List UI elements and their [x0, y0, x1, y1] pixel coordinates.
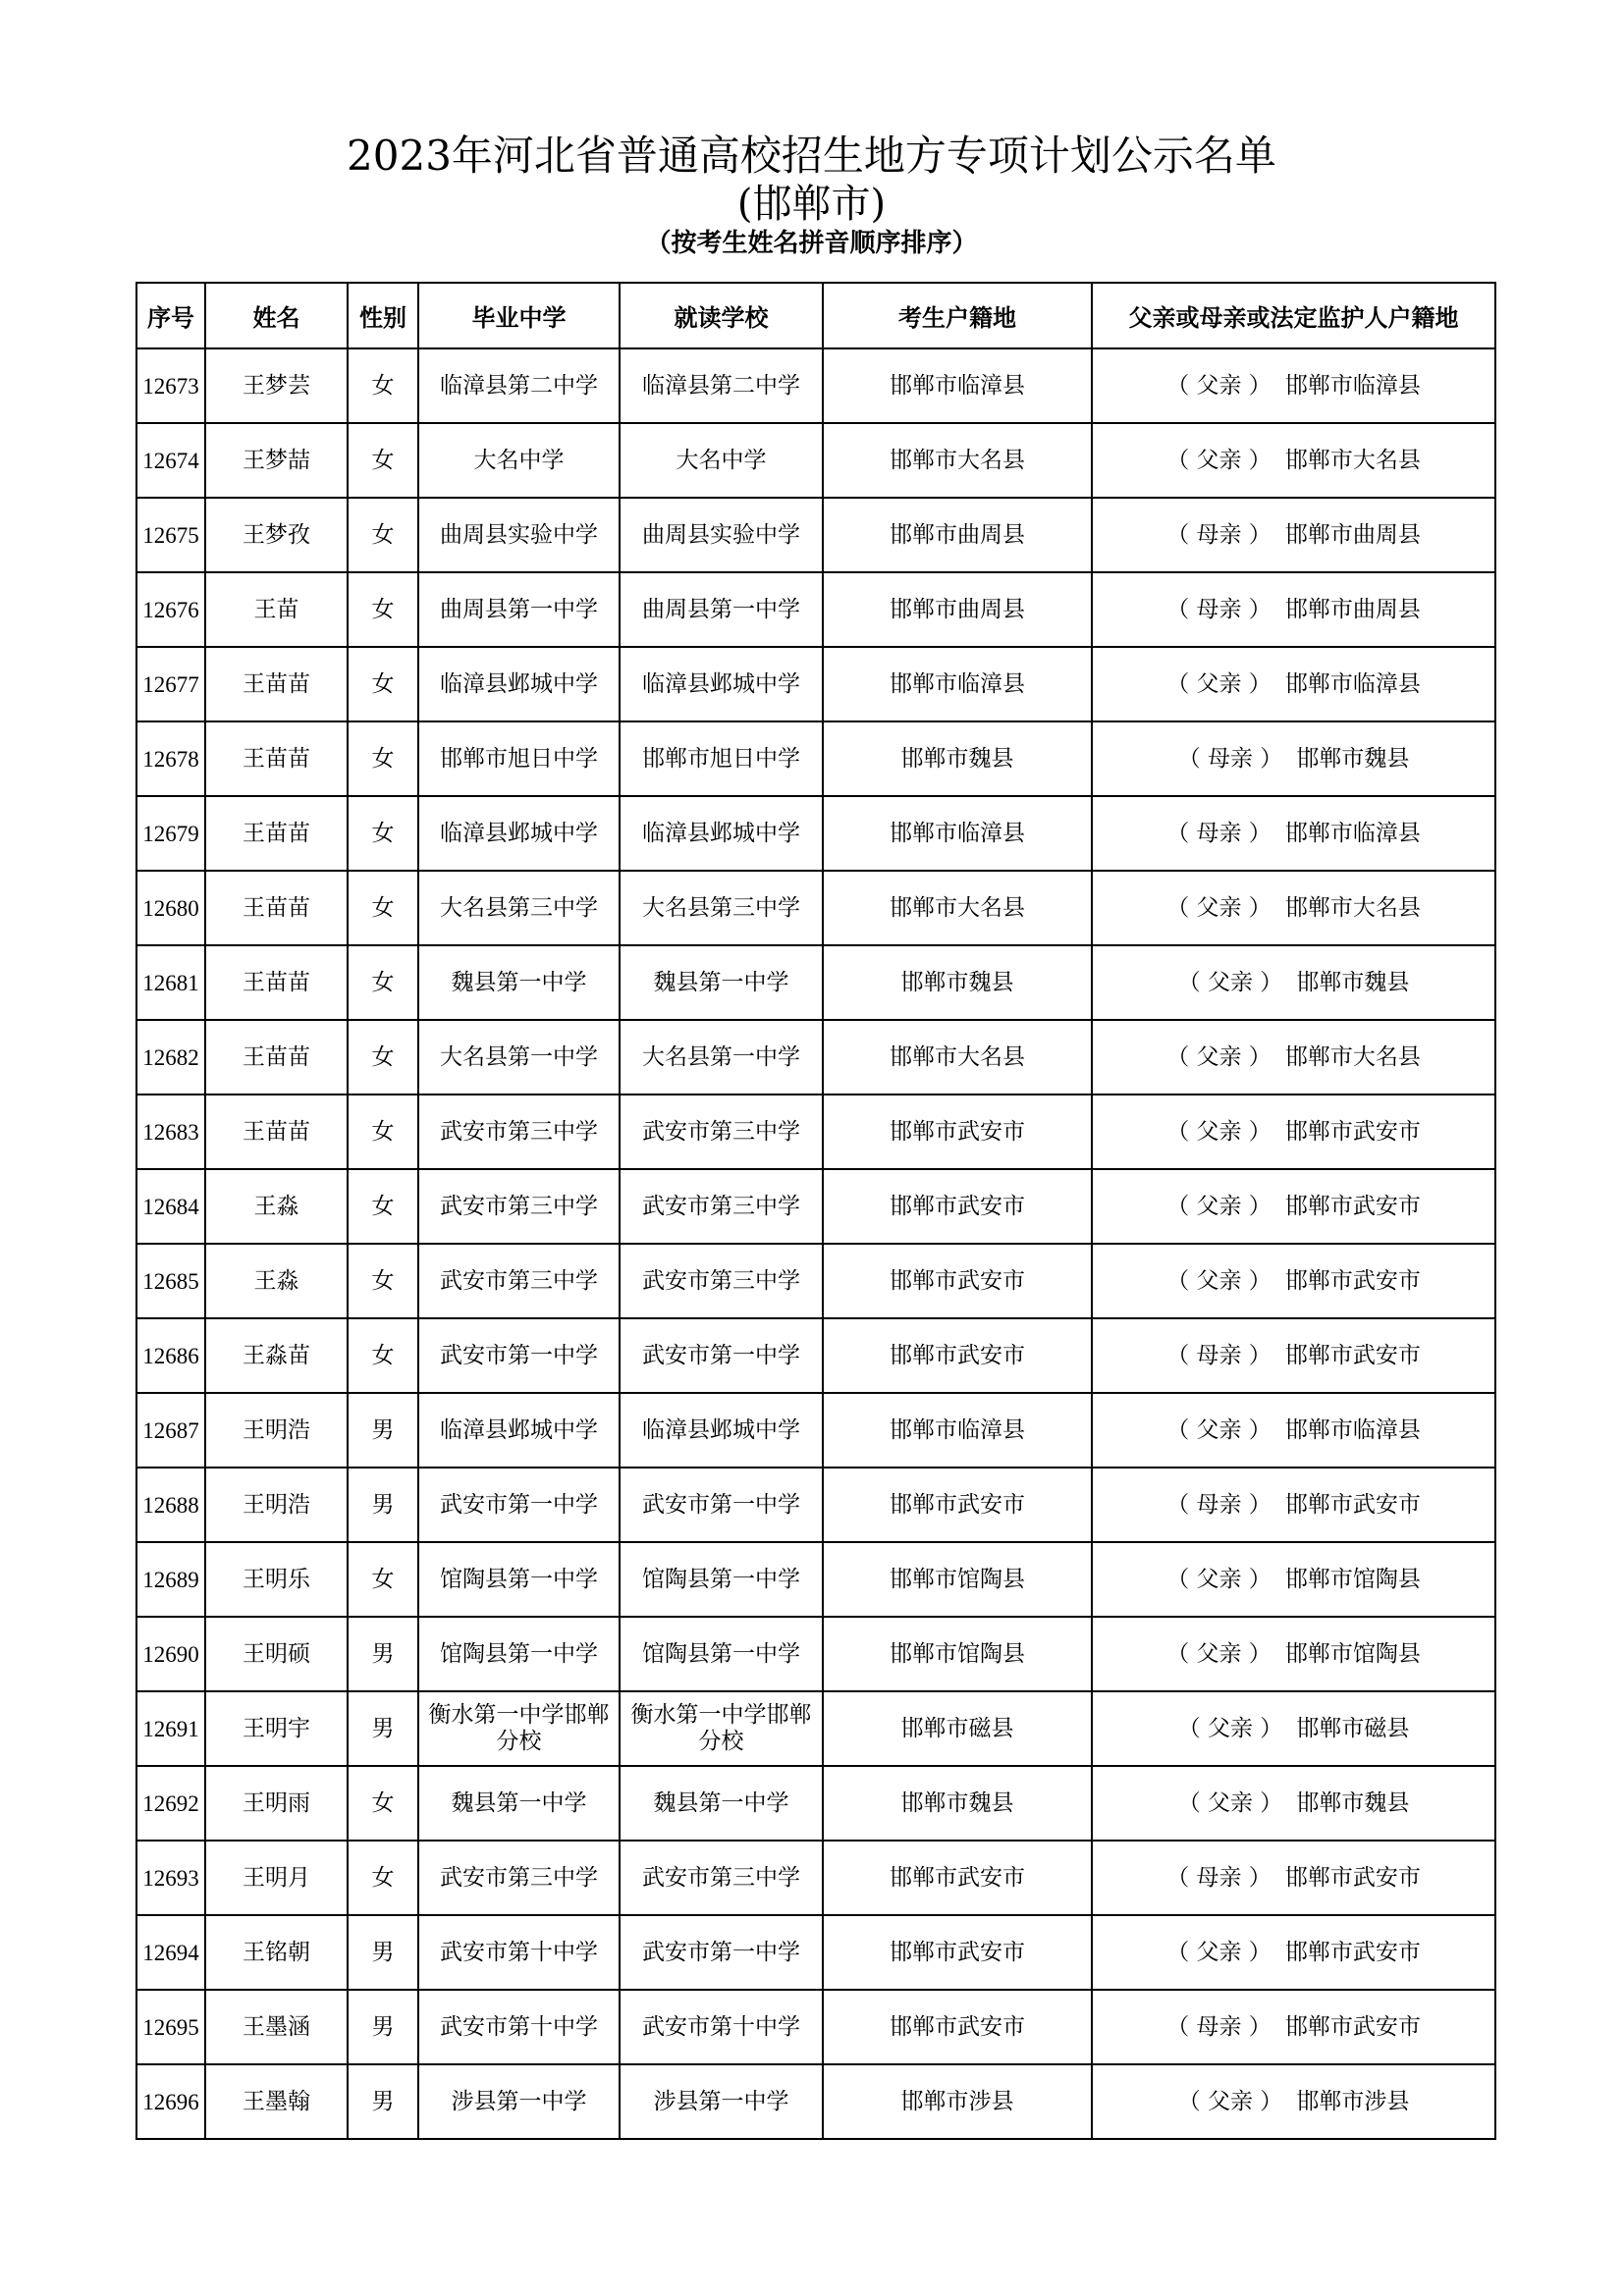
cell-grad-school: 武安市第三中学 [418, 1841, 620, 1915]
guardian-hukou: 邯郸市磁县 [1296, 1715, 1410, 1741]
cell-current-school: 武安市第三中学 [620, 1244, 823, 1318]
cell-grad-school: 魏县第一中学 [418, 945, 620, 1020]
cell-seq: 12682 [136, 1020, 205, 1095]
cell-grad-school: 衡水第一中学邯郸分校 [418, 1691, 620, 1766]
cell-guardian-hukou [1092, 348, 1495, 423]
cell-grad-school: 武安市第三中学 [418, 1169, 620, 1244]
table-row [136, 1020, 1495, 1095]
guardian-hukou: 邯郸市武安市 [1284, 1118, 1421, 1145]
cell-name: 王淼 [205, 1169, 348, 1244]
guardian-hukou: 邯郸市魏县 [1296, 745, 1410, 772]
cell-guardian-hukou [1092, 1169, 1495, 1244]
cell-seq: 12678 [136, 721, 205, 796]
guardian-hukou: 邯郸市大名县 [1284, 894, 1421, 921]
table-row [136, 796, 1495, 871]
cell-guardian-hukou [1092, 572, 1495, 647]
cell-name: 王淼 [205, 1244, 348, 1318]
cell-grad-school: 邯郸市旭日中学 [418, 721, 620, 796]
cell-seq: 12673 [136, 348, 205, 423]
cell-hukou: 邯郸市武安市 [823, 1841, 1092, 1915]
cell-name: 王淼苗 [205, 1318, 348, 1393]
cell-name: 王墨翰 [205, 2064, 348, 2139]
cell-name: 王墨涵 [205, 1990, 348, 2064]
cell-hukou: 邯郸市临漳县 [823, 348, 1092, 423]
cell-name: 王苗苗 [205, 796, 348, 871]
cell-grad-school: 武安市第十中学 [418, 1990, 620, 2064]
cell-current-school: 魏县第一中学 [620, 1766, 823, 1841]
table-row [136, 1990, 1495, 2064]
cell-current-school: 武安市第三中学 [620, 1095, 823, 1169]
cell-name: 王明月 [205, 1841, 348, 1915]
table-row [136, 1393, 1495, 1468]
cell-gender: 男 [348, 1617, 418, 1691]
cell-hukou: 邯郸市大名县 [823, 1020, 1092, 1095]
cell-grad-school: 临漳县邺城中学 [418, 647, 620, 721]
cell-gender: 女 [348, 1542, 418, 1617]
cell-seq: 12679 [136, 796, 205, 871]
guardian-relation: （ 母亲 ） [1166, 1491, 1271, 1518]
cell-grad-school: 魏县第一中学 [418, 1766, 620, 1841]
table-row [136, 1095, 1495, 1169]
guardian-relation: （ 母亲 ） [1166, 1864, 1271, 1891]
cell-guardian-hukou [1092, 796, 1495, 871]
cell-name: 王明浩 [205, 1468, 348, 1542]
cell-hukou: 邯郸市曲周县 [823, 498, 1092, 572]
table-row [136, 348, 1495, 423]
cell-current-school: 邯郸市旭日中学 [620, 721, 823, 796]
cell-gender: 女 [348, 871, 418, 945]
cell-seq: 12677 [136, 647, 205, 721]
cell-gender: 男 [348, 1468, 418, 1542]
guardian-hukou: 邯郸市临漳县 [1284, 372, 1421, 399]
cell-name: 王苗苗 [205, 1095, 348, 1169]
cell-guardian-hukou [1092, 1244, 1495, 1318]
guardian-relation: （ 母亲 ） [1166, 1342, 1271, 1368]
sort-note: （按考生姓名拼音顺序排序） [645, 229, 978, 258]
guardian-hukou: 邯郸市涉县 [1296, 2088, 1410, 2114]
cell-current-school: 魏县第一中学 [620, 945, 823, 1020]
table-row [136, 2064, 1495, 2139]
cell-grad-school: 大名中学 [418, 423, 620, 498]
cell-seq: 12687 [136, 1393, 205, 1468]
cell-current-school: 临漳县邺城中学 [620, 647, 823, 721]
cell-hukou: 邯郸市临漳县 [823, 647, 1092, 721]
cell-guardian-hukou [1092, 647, 1495, 721]
cell-gender: 女 [348, 1841, 418, 1915]
guardian-hukou: 邯郸市魏县 [1296, 969, 1410, 995]
cell-gender: 男 [348, 1915, 418, 1990]
guardian-hukou: 邯郸市武安市 [1284, 1267, 1421, 1294]
cell-hukou: 邯郸市涉县 [823, 2064, 1092, 2139]
cell-gender: 女 [348, 1318, 418, 1393]
table-row [136, 721, 1495, 796]
cell-hukou: 邯郸市武安市 [823, 1468, 1092, 1542]
table-row [136, 1542, 1495, 1617]
cell-hukou: 邯郸市馆陶县 [823, 1542, 1092, 1617]
cell-gender: 女 [348, 572, 418, 647]
guardian-relation: （ 母亲 ） [1166, 521, 1271, 548]
cell-seq: 12680 [136, 871, 205, 945]
cell-gender: 女 [348, 423, 418, 498]
table-row [136, 1617, 1495, 1691]
cell-seq: 12675 [136, 498, 205, 572]
column-header-gender: 性别 [348, 283, 418, 348]
guardian-hukou: 邯郸市临漳县 [1284, 1416, 1421, 1443]
cell-hukou: 邯郸市馆陶县 [823, 1617, 1092, 1691]
table-row [136, 1691, 1495, 1766]
cell-guardian-hukou [1092, 1990, 1495, 2064]
cell-guardian-hukou [1092, 871, 1495, 945]
cell-gender: 女 [348, 796, 418, 871]
cell-gender: 女 [348, 721, 418, 796]
cell-grad-school: 临漳县第二中学 [418, 348, 620, 423]
guardian-relation: （ 父亲 ） [1177, 969, 1283, 995]
guardian-relation: （ 父亲 ） [1166, 1118, 1271, 1145]
cell-seq: 12686 [136, 1318, 205, 1393]
cell-guardian-hukou [1092, 1841, 1495, 1915]
cell-seq: 12689 [136, 1542, 205, 1617]
cell-guardian-hukou [1092, 1617, 1495, 1691]
cell-seq: 12681 [136, 945, 205, 1020]
cell-current-school: 临漳县第二中学 [620, 348, 823, 423]
guardian-hukou: 邯郸市武安市 [1284, 2013, 1421, 2040]
cell-current-school: 大名中学 [620, 423, 823, 498]
column-header-guardian-hukou: 父亲或母亲或法定监护人户籍地 [1092, 283, 1495, 348]
cell-seq: 12676 [136, 572, 205, 647]
guardian-hukou: 邯郸市馆陶县 [1284, 1566, 1421, 1592]
cell-grad-school: 曲周县实验中学 [418, 498, 620, 572]
cell-current-school: 馆陶县第一中学 [620, 1542, 823, 1617]
cell-seq: 12685 [136, 1244, 205, 1318]
cell-name: 王苗苗 [205, 1020, 348, 1095]
cell-gender: 女 [348, 647, 418, 721]
cell-current-school: 武安市第一中学 [620, 1915, 823, 1990]
guardian-relation: （ 父亲 ） [1177, 1789, 1283, 1816]
guardian-hukou: 邯郸市武安市 [1284, 1491, 1421, 1518]
cell-seq: 12693 [136, 1841, 205, 1915]
guardian-hukou: 邯郸市馆陶县 [1284, 1640, 1421, 1667]
cell-seq: 12690 [136, 1617, 205, 1691]
cell-current-school: 大名县第三中学 [620, 871, 823, 945]
cell-seq: 12694 [136, 1915, 205, 1990]
cell-guardian-hukou [1092, 2064, 1495, 2139]
cell-seq: 12684 [136, 1169, 205, 1244]
cell-current-school: 武安市第三中学 [620, 1841, 823, 1915]
cell-current-school: 临漳县邺城中学 [620, 796, 823, 871]
cell-hukou: 邯郸市魏县 [823, 721, 1092, 796]
cell-guardian-hukou [1092, 1393, 1495, 1468]
cell-hukou: 邯郸市武安市 [823, 1095, 1092, 1169]
table-row [136, 1318, 1495, 1393]
cell-hukou: 邯郸市磁县 [823, 1691, 1092, 1766]
table-header-row [136, 283, 1495, 348]
guardian-relation: （ 父亲 ） [1166, 670, 1271, 697]
cell-hukou: 邯郸市临漳县 [823, 1393, 1092, 1468]
cell-name: 王梦孜 [205, 498, 348, 572]
roster-table [135, 282, 1496, 2140]
cell-current-school: 临漳县邺城中学 [620, 1393, 823, 1468]
cell-name: 王铭朝 [205, 1915, 348, 1990]
guardian-relation: （ 母亲 ） [1177, 745, 1283, 772]
cell-name: 王苗苗 [205, 945, 348, 1020]
cell-gender: 男 [348, 2064, 418, 2139]
cell-gender: 女 [348, 498, 418, 572]
cell-hukou: 邯郸市大名县 [823, 423, 1092, 498]
cell-grad-school: 涉县第一中学 [418, 2064, 620, 2139]
table-row [136, 1766, 1495, 1841]
cell-hukou: 邯郸市魏县 [823, 945, 1092, 1020]
city-subtitle: (邯郸市) [736, 182, 887, 227]
cell-guardian-hukou [1092, 1691, 1495, 1766]
column-header-grad-school: 毕业中学 [418, 283, 620, 348]
cell-current-school: 大名县第一中学 [620, 1020, 823, 1095]
cell-grad-school: 武安市第三中学 [418, 1244, 620, 1318]
table-row [136, 1915, 1495, 1990]
guardian-relation: （ 父亲 ） [1166, 1566, 1271, 1592]
cell-name: 王明乐 [205, 1542, 348, 1617]
guardian-hukou: 邯郸市临漳县 [1284, 670, 1421, 697]
cell-guardian-hukou [1092, 1542, 1495, 1617]
cell-hukou: 邯郸市武安市 [823, 1915, 1092, 1990]
cell-grad-school: 武安市第十中学 [418, 1915, 620, 1990]
guardian-relation: （ 父亲 ） [1177, 2088, 1283, 2114]
guardian-relation: （ 父亲 ） [1166, 1193, 1271, 1219]
guardian-relation: （ 父亲 ） [1166, 894, 1271, 921]
cell-guardian-hukou [1092, 1020, 1495, 1095]
cell-guardian-hukou [1092, 1766, 1495, 1841]
cell-gender: 女 [348, 1244, 418, 1318]
guardian-hukou: 邯郸市曲周县 [1284, 521, 1421, 548]
cell-hukou: 邯郸市临漳县 [823, 796, 1092, 871]
cell-seq: 12695 [136, 1990, 205, 2064]
cell-current-school: 涉县第一中学 [620, 2064, 823, 2139]
guardian-relation: （ 父亲 ） [1166, 1267, 1271, 1294]
cell-gender: 女 [348, 1169, 418, 1244]
cell-gender: 女 [348, 1095, 418, 1169]
cell-current-school: 馆陶县第一中学 [620, 1617, 823, 1691]
cell-current-school: 曲周县第一中学 [620, 572, 823, 647]
cell-name: 王苗苗 [205, 647, 348, 721]
cell-current-school: 曲周县实验中学 [620, 498, 823, 572]
cell-grad-school: 临漳县邺城中学 [418, 796, 620, 871]
cell-seq: 12688 [136, 1468, 205, 1542]
cell-gender: 男 [348, 1691, 418, 1766]
cell-hukou: 邯郸市大名县 [823, 871, 1092, 945]
cell-grad-school: 馆陶县第一中学 [418, 1617, 620, 1691]
guardian-relation: （ 父亲 ） [1166, 1939, 1271, 1965]
roster-body [136, 348, 1495, 2139]
cell-current-school: 武安市第三中学 [620, 1169, 823, 1244]
guardian-relation: （ 父亲 ） [1166, 372, 1271, 399]
cell-guardian-hukou [1092, 498, 1495, 572]
cell-seq: 12696 [136, 2064, 205, 2139]
cell-current-school: 武安市第十中学 [620, 1990, 823, 2064]
cell-grad-school: 武安市第一中学 [418, 1468, 620, 1542]
cell-seq: 12674 [136, 423, 205, 498]
cell-gender: 男 [348, 1990, 418, 2064]
guardian-hukou: 邯郸市大名县 [1284, 1043, 1421, 1070]
cell-hukou: 邯郸市武安市 [823, 1318, 1092, 1393]
cell-seq: 12692 [136, 1766, 205, 1841]
cell-gender: 女 [348, 945, 418, 1020]
cell-name: 王明浩 [205, 1393, 348, 1468]
column-header-name: 姓名 [205, 283, 348, 348]
guardian-relation: （ 父亲 ） [1166, 1640, 1271, 1667]
guardian-hukou: 邯郸市魏县 [1296, 1789, 1410, 1816]
cell-grad-school: 曲周县第一中学 [418, 572, 620, 647]
cell-guardian-hukou [1092, 1915, 1495, 1990]
cell-seq: 12683 [136, 1095, 205, 1169]
cell-hukou: 邯郸市武安市 [823, 1990, 1092, 2064]
cell-grad-school: 武安市第三中学 [418, 1095, 620, 1169]
cell-guardian-hukou [1092, 721, 1495, 796]
table-row [136, 1468, 1495, 1542]
guardian-relation: （ 父亲 ） [1166, 1043, 1271, 1070]
table-row [136, 1169, 1495, 1244]
cell-guardian-hukou [1092, 1468, 1495, 1542]
cell-current-school: 武安市第一中学 [620, 1468, 823, 1542]
table-row [136, 647, 1495, 721]
cell-grad-school: 武安市第一中学 [418, 1318, 620, 1393]
guardian-relation: （ 父亲 ） [1166, 1416, 1271, 1443]
column-header-seq: 序号 [136, 283, 205, 348]
cell-gender: 女 [348, 348, 418, 423]
cell-name: 王苗苗 [205, 871, 348, 945]
cell-grad-school: 大名县第三中学 [418, 871, 620, 945]
guardian-hukou: 邯郸市曲周县 [1284, 596, 1421, 622]
table-row [136, 423, 1495, 498]
cell-hukou: 邯郸市武安市 [823, 1169, 1092, 1244]
cell-current-school: 衡水第一中学邯郸分校 [620, 1691, 823, 1766]
table-row [136, 1841, 1495, 1915]
cell-name: 王苗苗 [205, 721, 348, 796]
guardian-relation: （ 父亲 ） [1166, 447, 1271, 473]
cell-name: 王明雨 [205, 1766, 348, 1841]
page-title: 2023年河北省普通高校招生地方专项计划公示名单 [347, 132, 1276, 180]
cell-gender: 男 [348, 1393, 418, 1468]
guardian-relation: （ 母亲 ） [1166, 2013, 1271, 2040]
cell-gender: 女 [348, 1020, 418, 1095]
cell-guardian-hukou [1092, 945, 1495, 1020]
cell-name: 王苗 [205, 572, 348, 647]
guardian-relation: （ 父亲 ） [1177, 1715, 1283, 1741]
table-row [136, 945, 1495, 1020]
cell-seq: 12691 [136, 1691, 205, 1766]
table-row [136, 572, 1495, 647]
cell-grad-school: 临漳县邺城中学 [418, 1393, 620, 1468]
cell-hukou: 邯郸市武安市 [823, 1244, 1092, 1318]
column-header-current-school: 就读学校 [620, 283, 823, 348]
table-row [136, 1244, 1495, 1318]
cell-grad-school: 馆陶县第一中学 [418, 1542, 620, 1617]
guardian-hukou: 邯郸市大名县 [1284, 447, 1421, 473]
column-header-hukou: 考生户籍地 [823, 283, 1092, 348]
cell-gender: 女 [348, 1766, 418, 1841]
cell-name: 王明宇 [205, 1691, 348, 1766]
cell-hukou: 邯郸市曲周县 [823, 572, 1092, 647]
cell-hukou: 邯郸市魏县 [823, 1766, 1092, 1841]
cell-grad-school: 大名县第一中学 [418, 1020, 620, 1095]
cell-guardian-hukou [1092, 1318, 1495, 1393]
cell-name: 王梦芸 [205, 348, 348, 423]
guardian-hukou: 邯郸市武安市 [1284, 1939, 1421, 1965]
guardian-hukou: 邯郸市武安市 [1284, 1864, 1421, 1891]
cell-name: 王梦喆 [205, 423, 348, 498]
guardian-hukou: 邯郸市武安市 [1284, 1193, 1421, 1219]
guardian-relation: （ 母亲 ） [1166, 596, 1271, 622]
cell-current-school: 武安市第一中学 [620, 1318, 823, 1393]
table-row [136, 871, 1495, 945]
cell-guardian-hukou [1092, 423, 1495, 498]
table-row [136, 498, 1495, 572]
guardian-hukou: 邯郸市临漳县 [1284, 820, 1421, 846]
guardian-relation: （ 母亲 ） [1166, 820, 1271, 846]
cell-guardian-hukou [1092, 1095, 1495, 1169]
cell-name: 王明硕 [205, 1617, 348, 1691]
guardian-hukou: 邯郸市武安市 [1284, 1342, 1421, 1368]
